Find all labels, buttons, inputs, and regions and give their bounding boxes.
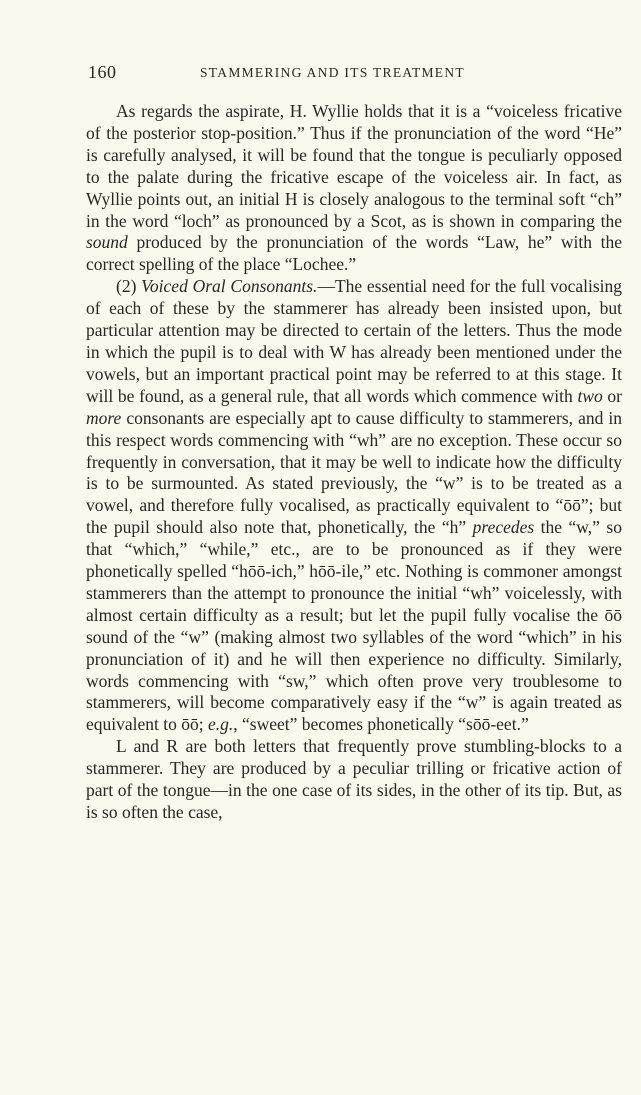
page-header (88, 62, 598, 86)
paragraph-aspirate: As regards the aspirate, H. Wyllie holds that it is a “voiceless fricative of the posterior stop-position.” Thus if the pronunciation of the word “He” is carefully analysed, it will be found that the tongue is peculiarly opposed to the palate during the fricative escape of the voiceless air. In fact, as Wyllie points out, an initial H is closely analogous to the terminal soft “ch” in the word “loch” as pronounced by a Scot, as is shown in comparing the sound produced by the pronunciation of the words “Law, he” with the correct spelling of the place “Lochee.” (86, 101, 622, 275)
emphasis-more: more (86, 407, 122, 428)
emphasis-eg: e.g. (208, 714, 234, 735)
page-number: 160 (88, 62, 117, 82)
body-text (86, 101, 622, 824)
section-heading-voiced-oral-consonants: Voiced Oral Consonants. (141, 276, 318, 297)
running-head: STAMMERING AND ITS TREATMENT (200, 65, 465, 80)
paragraph-voiced-oral-consonants: (2) Voiced Oral Consonants.—The essential need for the full vocalising of each of these by the stammerer has already been insisted upon, but particular attention may be directed to certain of the letters. Thus the mode in which the pupil is to deal with W has already been mentioned under the vowels, but an important practical point may be referred to at this stage. It will be found, as a general rule, that all words which commence with two or more consonants are especially apt to cause difficulty to stammerers, and in this respect words commencing with “wh” are no exception. These occur so frequently in conversation, that it may be well to indicate how the difficulty is to be surmounted. As stated previously, the “w” is to be treated as a vowel, and therefore fully vocalised, as practically equivalent to “ōō”; but the pupil should also note that, phonetically, the “h” precedes the “w,” so that “which,” “while,” etc., are to be pronounced as if they were phonetically spelled “hōō-ich,” hōō-ile,” etc. Nothing is commoner amongst stammerers than the attempt to pronounce the initial “wh” voicelessly, with almost certain difficulty as a result; but let the pupil fully vocalise the ōō sound of the “w” (making almost two syllables of the word “which” in his pronunciation of it) and he will then experience no difficulty. Similarly, words commencing with “sw,” which often prove very troublesome to stammerers, will become comparatively easy if the “w” is again treated as equivalent to ōō; e.g., “sweet” becomes phonetically “sōō-eet.” (86, 276, 623, 735)
emphasis-two: two (577, 385, 603, 406)
emphasis-precedes: precedes (472, 517, 535, 538)
paragraph-l-and-r: L and R are both letters that frequently prove stumbling-blocks to a stammerer. They are produced by a peculiar trilling or fricative action of part of the tongue—in the one case of its sides, in the other of its tip. But, as is so often the case, (86, 736, 622, 822)
emphasis-sound: sound (86, 232, 128, 253)
